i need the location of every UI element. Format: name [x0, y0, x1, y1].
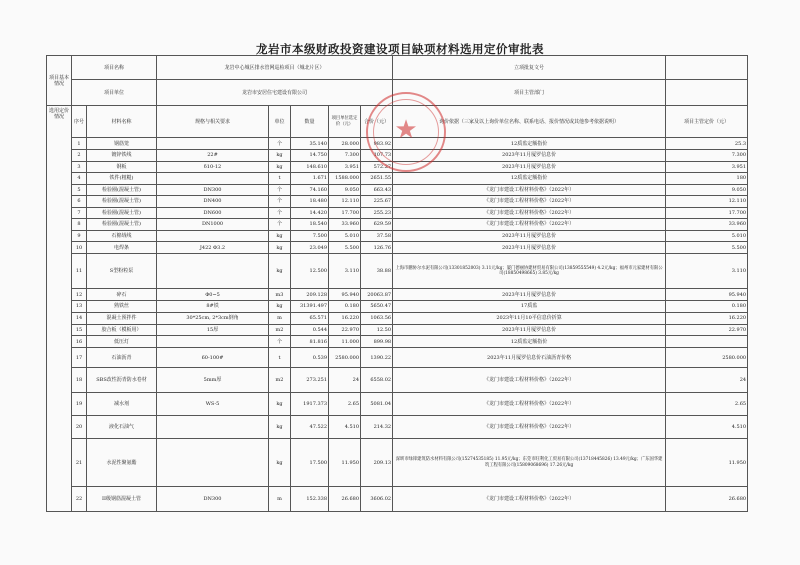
- row-final-price: 17.700: [666, 207, 748, 219]
- col-amount: 合价（元）: [361, 106, 393, 138]
- section1-label: 项目基本情况: [47, 56, 72, 106]
- row-basis: 《龙门市建设工程材料价格》（2022年）: [393, 416, 666, 439]
- row-unit-price: 9.050: [329, 184, 361, 196]
- row-basis: 12质监定额指价: [393, 138, 666, 150]
- row-basis: 《龙门市建设工程材料价格》（2022年）: [393, 207, 666, 219]
- row-qty: 1.671: [291, 173, 329, 185]
- row-basis: 12质监定额指价: [393, 173, 666, 185]
- row-no: 15: [72, 324, 87, 336]
- row-qty: 0.539: [291, 348, 329, 368]
- row-amount: 107.73: [361, 150, 393, 162]
- material-name: 水泥性聚氨酯: [87, 439, 157, 487]
- row-unit: kg: [269, 254, 291, 289]
- row-amount: 5081.04: [361, 393, 393, 416]
- row-unit-price: 33.960: [329, 219, 361, 231]
- approval-table: [46, 55, 748, 512]
- row-final-price: 4.510: [666, 416, 748, 439]
- table-row: [47, 393, 748, 416]
- material-name: 检验圈(混凝土管): [87, 219, 157, 231]
- row-no: 6: [72, 196, 87, 208]
- row-basis: 2023年11月厦罗信息价: [393, 324, 666, 336]
- row-no: 21: [72, 439, 87, 487]
- row-qty: 273.251: [291, 368, 329, 393]
- material-name: 检验圈(混凝土管): [87, 196, 157, 208]
- col-name: 材料名称: [87, 106, 157, 138]
- row-unit: m2: [269, 368, 291, 393]
- row-no: 3: [72, 161, 87, 173]
- row-amount: 225.67: [361, 196, 393, 208]
- row-unit-price: 28.000: [329, 138, 361, 150]
- row-qty: 7.500: [291, 230, 329, 242]
- row-no: 11: [72, 254, 87, 289]
- material-spec: Φ0~5: [157, 289, 269, 301]
- material-spec: δ10-12: [157, 161, 269, 173]
- row-basis: 2023年11月厦罗信息价: [393, 150, 666, 162]
- col-qty: 数量: [291, 106, 329, 138]
- row-amount: 12.50: [361, 324, 393, 336]
- row-no: 8: [72, 219, 87, 231]
- row-qty: 12.500: [291, 254, 329, 289]
- row-unit-price: 24: [329, 368, 361, 393]
- row-basis: 《龙门市建设工程材料价格》（2022年）: [393, 184, 666, 196]
- row-final-price: 11.950: [666, 439, 748, 487]
- row-final-price: 5.500: [666, 242, 748, 254]
- row-basis: 2023年11月厦罗信息价: [393, 230, 666, 242]
- row-qty: 0.544: [291, 324, 329, 336]
- row-final-price: 3.951: [666, 161, 748, 173]
- row-no: 19: [72, 393, 87, 416]
- material-spec: [157, 439, 269, 487]
- row-basis: 深圳市绿锋建筑防水材料有限公司(15274535185) 11.95元/kg；东莞市旺利化工贸易有限公司(13718445826) 13.49元/kg；广东国华建筑工程有限公司(15809068696) 17.26元/kg: [393, 439, 666, 487]
- row-final-price: 2.65: [666, 393, 748, 416]
- row-qty: 14.750: [291, 150, 329, 162]
- row-basis: 12质监定额指价: [393, 336, 666, 348]
- row-basis: 《龙门市建设工程材料价格》（2022年）: [393, 219, 666, 231]
- col-no: 序号: [72, 106, 87, 138]
- material-spec: [157, 254, 269, 289]
- col-unit: 单位: [269, 106, 291, 138]
- table-row: [47, 324, 748, 336]
- row-final-price: 24: [666, 368, 748, 393]
- project-name-label: 项目名称: [72, 56, 157, 80]
- row-qty: 152.338: [291, 487, 329, 512]
- material-name: 减水剂: [87, 393, 157, 416]
- material-name: 胶合板（模板用）: [87, 324, 157, 336]
- row-unit-price: 26.680: [329, 487, 361, 512]
- row-basis: 2023年11月厦罗信息价: [393, 161, 666, 173]
- row-no: 14: [72, 312, 87, 324]
- row-final-price: 12.110: [666, 196, 748, 208]
- row-unit-price: 17.700: [329, 207, 361, 219]
- row-final-price: 5.010: [666, 230, 748, 242]
- material-name: 检验圈(混凝土管): [87, 207, 157, 219]
- row-final-price: 22.970: [666, 324, 748, 336]
- row-unit: kg: [269, 230, 291, 242]
- row-qty: 23.049: [291, 242, 329, 254]
- row-qty: 1917.373: [291, 393, 329, 416]
- table-row: [47, 242, 748, 254]
- row-unit: kg: [269, 439, 291, 487]
- row-unit: kg: [269, 150, 291, 162]
- row-qty: 47.522: [291, 416, 329, 439]
- col-final: 项目主管定价（元）: [666, 106, 748, 138]
- dept-value: [666, 80, 748, 106]
- row-unit: kg: [269, 161, 291, 173]
- table-row: [47, 196, 748, 208]
- table-row: [47, 312, 748, 324]
- table-row: [47, 207, 748, 219]
- material-spec: 8#铁: [157, 301, 269, 313]
- material-name: 混凝土预拌件: [87, 312, 157, 324]
- row-unit: m: [269, 487, 291, 512]
- approval-value: [666, 56, 748, 80]
- material-spec: 30*25cm, 2*3cm倒角: [157, 312, 269, 324]
- row-unit: 个: [269, 207, 291, 219]
- row-amount: 209.13: [361, 439, 393, 487]
- row-no: 10: [72, 242, 87, 254]
- row-unit: t: [269, 348, 291, 368]
- material-spec: WS-5: [157, 393, 269, 416]
- row-no: 2: [72, 150, 87, 162]
- row-no: 13: [72, 301, 87, 313]
- row-amount: 20063.87: [361, 289, 393, 301]
- material-name: 低压灯: [87, 336, 157, 348]
- material-spec: 60-100#: [157, 348, 269, 368]
- row-unit-price: 1588.000: [329, 173, 361, 185]
- dept-label: 项目主管部门: [393, 80, 666, 106]
- material-name: 检验圈(混凝土管): [87, 184, 157, 196]
- page-title: 龙岩市本级财政投资建设项目缺项材料选用定价审批表: [256, 42, 544, 56]
- row-unit-price: 5.010: [329, 230, 361, 242]
- material-spec: [157, 230, 269, 242]
- row-qty: 18.540: [291, 219, 329, 231]
- table-row: [47, 219, 748, 231]
- row-unit: kg: [269, 242, 291, 254]
- row-unit: m3: [269, 289, 291, 301]
- table-row: [47, 289, 748, 301]
- col-basis: 询价依据（三家及以上询价单位名称、联系电话、报价情况或其他参考依据说明）: [393, 106, 666, 138]
- row-basis: 17质监: [393, 301, 666, 313]
- row-unit: 个: [269, 138, 291, 150]
- col-unit-price: 项目单位选定价（元）: [329, 106, 361, 138]
- row-unit-price: 12.110: [329, 196, 361, 208]
- row-amount: 2651.55: [361, 173, 393, 185]
- material-name: 钢板: [87, 161, 157, 173]
- row-amount: 5650.47: [361, 301, 393, 313]
- table-row: [47, 184, 748, 196]
- row-qty: 14.420: [291, 207, 329, 219]
- row-qty: 148.610: [291, 161, 329, 173]
- material-spec: [157, 138, 269, 150]
- project-name-value: 龙岩中心城区排水管网巡检项目（城北片区）: [157, 56, 393, 80]
- row-no: 4: [72, 173, 87, 185]
- approval-label: 立项批复文号: [393, 56, 666, 80]
- row-qty: 18.480: [291, 196, 329, 208]
- row-basis: 2023年11月厦罗信息价: [393, 289, 666, 301]
- row-unit-price: 11.000: [329, 336, 361, 348]
- material-name: 石棉绒线: [87, 230, 157, 242]
- material-spec: DN300: [157, 487, 269, 512]
- row-amount: 899.98: [361, 336, 393, 348]
- row-qty: 81.816: [291, 336, 329, 348]
- row-unit-price: 95.940: [329, 289, 361, 301]
- material-spec: DN400: [157, 196, 269, 208]
- table-row: [47, 173, 748, 185]
- row-amount: 629.59: [361, 219, 393, 231]
- seal-star-icon: ★: [394, 115, 418, 145]
- row-unit-price: 16.220: [329, 312, 361, 324]
- row-unit: 个: [269, 336, 291, 348]
- table-row: [47, 150, 748, 162]
- row-amount: 1390.22: [361, 348, 393, 368]
- row-final-price: 7.300: [666, 150, 748, 162]
- table-row: [47, 348, 748, 368]
- material-spec: [157, 416, 269, 439]
- row-no: 7: [72, 207, 87, 219]
- row-unit-price: 11.950: [329, 439, 361, 487]
- row-amount: 6558.02: [361, 368, 393, 393]
- row-unit: kg: [269, 301, 291, 313]
- row-unit: 个: [269, 184, 291, 196]
- row-amount: 983.92: [361, 138, 393, 150]
- material-spec: [157, 336, 269, 348]
- section2-label: 选用定价情况: [47, 106, 72, 512]
- row-amount: 214.32: [361, 416, 393, 439]
- row-basis: 《龙门市建设工程材料价格》（2022年）: [393, 393, 666, 416]
- table-row: [47, 301, 748, 313]
- row-no: 5: [72, 184, 87, 196]
- row-basis: 《龙门市建设工程材料价格》（2022年）: [393, 196, 666, 208]
- row-no: 22: [72, 487, 87, 512]
- row-final-price: 0.180: [666, 301, 748, 313]
- row-unit: m2: [269, 324, 291, 336]
- row-no: 20: [72, 416, 87, 439]
- material-spec: DN300: [157, 184, 269, 196]
- material-spec: [157, 173, 269, 185]
- unit-value: 龙岩市安居住宅建设有限公司: [157, 80, 393, 106]
- table-row: [47, 254, 748, 289]
- row-unit: t: [269, 173, 291, 185]
- row-unit-price: 3.110: [329, 254, 361, 289]
- row-amount: 572.27: [361, 161, 393, 173]
- row-unit: 个: [269, 196, 291, 208]
- material-name: II级钢筋混凝土管: [87, 487, 157, 512]
- material-spec: 15厚: [157, 324, 269, 336]
- material-name: SBS改性沥青防水卷材: [87, 368, 157, 393]
- material-name: 电焊条: [87, 242, 157, 254]
- row-final-price: 95.940: [666, 289, 748, 301]
- material-name: S型粉粒泵: [87, 254, 157, 289]
- material-name: 熟铁丝: [87, 301, 157, 313]
- material-name: 钢筋笼: [87, 138, 157, 150]
- row-no: 1: [72, 138, 87, 150]
- row-amount: 255.23: [361, 207, 393, 219]
- table-row: [47, 439, 748, 487]
- row-unit: m: [269, 312, 291, 324]
- row-amount: 126.76: [361, 242, 393, 254]
- row-no: 12: [72, 289, 87, 301]
- row-amount: 663.43: [361, 184, 393, 196]
- row-final-price: 2580.000: [666, 348, 748, 368]
- row-unit-price: 4.510: [329, 416, 361, 439]
- material-name: 镀锌铁线: [87, 150, 157, 162]
- row-final-price: 26.680: [666, 487, 748, 512]
- unit-label: 项目单位: [72, 80, 157, 106]
- row-basis: 《龙门市建设工程材料价格》（2022年）: [393, 368, 666, 393]
- row-unit-price: 5.500: [329, 242, 361, 254]
- row-amount: 1063.56: [361, 312, 393, 324]
- row-no: 17: [72, 348, 87, 368]
- row-final-price: 9.050: [666, 184, 748, 196]
- row-no: 18: [72, 368, 87, 393]
- row-final-price: 16.220: [666, 312, 748, 324]
- row-basis: 2023年11月10平信息价折算: [393, 312, 666, 324]
- row-unit: kg: [269, 416, 291, 439]
- row-unit: 个: [269, 219, 291, 231]
- row-qty: 35.140: [291, 138, 329, 150]
- row-basis: 上海市鹏协尔水泥有限公司(13301852003) 3.11元/kg；厦门德丽协建材贸易有限公司(13859555549) 4.2元/kg；福州市元家建材有限公司(18850498665) 3.85元/kg: [393, 254, 666, 289]
- row-unit-price: 0.180: [329, 301, 361, 313]
- table-row: [47, 161, 748, 173]
- row-unit-price: 22.970: [329, 324, 361, 336]
- row-amount: 3606.02: [361, 487, 393, 512]
- row-unit: kg: [269, 393, 291, 416]
- table-row: [47, 487, 748, 512]
- material-name: 石油沥青: [87, 348, 157, 368]
- row-final-price: 25.3: [666, 138, 748, 150]
- row-unit-price: 2580.000: [329, 348, 361, 368]
- material-name: 铁件(粗糙): [87, 173, 157, 185]
- row-qty: 209.128: [291, 289, 329, 301]
- row-final-price: [666, 336, 748, 348]
- table-row: [47, 336, 748, 348]
- row-final-price: 33.960: [666, 219, 748, 231]
- row-qty: 31391.497: [291, 301, 329, 313]
- row-unit-price: 3.951: [329, 161, 361, 173]
- material-spec: J422 Φ3.2: [157, 242, 269, 254]
- row-final-price: 3.110: [666, 254, 748, 289]
- table-row: [47, 138, 748, 150]
- row-no: 16: [72, 336, 87, 348]
- material-spec: DN600: [157, 207, 269, 219]
- col-spec: 规格与相关要求: [157, 106, 269, 138]
- row-amount: 37.58: [361, 230, 393, 242]
- material-spec: DN1000: [157, 219, 269, 231]
- row-unit-price: 7.300: [329, 150, 361, 162]
- table-row: [47, 416, 748, 439]
- row-qty: 17.500: [291, 439, 329, 487]
- row-no: 9: [72, 230, 87, 242]
- material-spec: 22#: [157, 150, 269, 162]
- table-row: [47, 368, 748, 393]
- row-basis: 2023年11月厦罗信息价: [393, 242, 666, 254]
- material-name: 碎石: [87, 289, 157, 301]
- row-basis: 《龙门市建设工程材料价格》（2022年）: [393, 487, 666, 512]
- row-qty: 65.571: [291, 312, 329, 324]
- row-basis: 2023年11月厦罗信息价石油沥青价格: [393, 348, 666, 368]
- row-final-price: 180: [666, 173, 748, 185]
- row-qty: 74.160: [291, 184, 329, 196]
- material-name: 液化石油气: [87, 416, 157, 439]
- row-amount: 38.88: [361, 254, 393, 289]
- material-spec: 5mm厚: [157, 368, 269, 393]
- row-unit-price: 2.65: [329, 393, 361, 416]
- table-row: [47, 230, 748, 242]
